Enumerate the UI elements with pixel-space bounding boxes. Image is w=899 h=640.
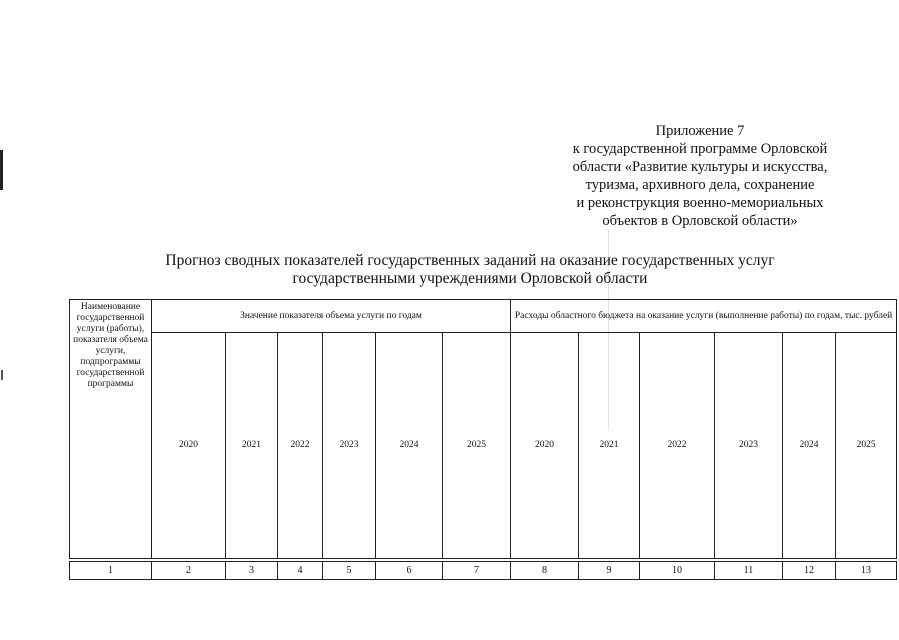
column-number: 3 — [226, 562, 278, 580]
budget-year-header: 2020 — [511, 333, 579, 559]
appendix-line: к государственной программе Орловской — [572, 141, 828, 157]
column-number: 9 — [579, 562, 640, 580]
column-number: 13 — [836, 562, 897, 580]
forecast-table — [69, 299, 897, 559]
budget-year-header: 2022 — [640, 333, 715, 559]
budget-year-header: 2023 — [715, 333, 783, 559]
appendix-line: туризма, архивного дела, сохранение — [585, 177, 815, 193]
volume-year-header: 2021 — [226, 333, 278, 559]
budget-year-header: 2024 — [783, 333, 836, 559]
volume-year-header: 2020 — [152, 333, 226, 559]
column-number: 1 — [70, 562, 152, 580]
appendix-line: Приложение 7 — [655, 123, 745, 139]
document-title — [120, 252, 820, 288]
volume-year-header: 2022 — [278, 333, 323, 559]
appendix-line: и реконструкция военно-мемориальных — [576, 195, 824, 211]
column-number: 2 — [152, 562, 226, 580]
column-number: 4 — [278, 562, 323, 580]
column-number: 11 — [715, 562, 783, 580]
column-number: 6 — [376, 562, 443, 580]
title-line: Прогноз сводных показателей государственных заданий на оказание государственных услуг — [165, 252, 775, 269]
column-number: 7 — [443, 562, 511, 580]
scan-edge-mark — [0, 150, 3, 190]
column-number: 8 — [511, 562, 579, 580]
appendix-note — [540, 122, 860, 230]
scan-edge-mark — [1, 370, 3, 380]
appendix-line: объектов в Орловской области» — [602, 213, 798, 229]
name-column-header: Наименование государственной услуги (работы), показателя объема услуги, подпрограммы государственной программы — [70, 300, 152, 559]
column-number-row — [69, 561, 897, 580]
volume-year-header: 2025 — [443, 333, 511, 559]
title-line: государственными учреждениями Орловской области — [292, 270, 648, 287]
budget-year-header: 2021 — [579, 333, 640, 559]
column-number: 12 — [783, 562, 836, 580]
volume-year-header: 2024 — [376, 333, 443, 559]
column-number: 5 — [323, 562, 376, 580]
volume-group-header: Значение показателя объема услуги по годам — [152, 300, 511, 333]
budget-year-header: 2025 — [836, 333, 897, 559]
column-number: 10 — [640, 562, 715, 580]
appendix-line: области «Развитие культуры и искусства, — [572, 159, 828, 175]
budget-group-header: Расходы областного бюджета на оказание услуги (выполнение работы) по годам, тыс. рублей — [511, 300, 897, 333]
volume-year-header: 2023 — [323, 333, 376, 559]
